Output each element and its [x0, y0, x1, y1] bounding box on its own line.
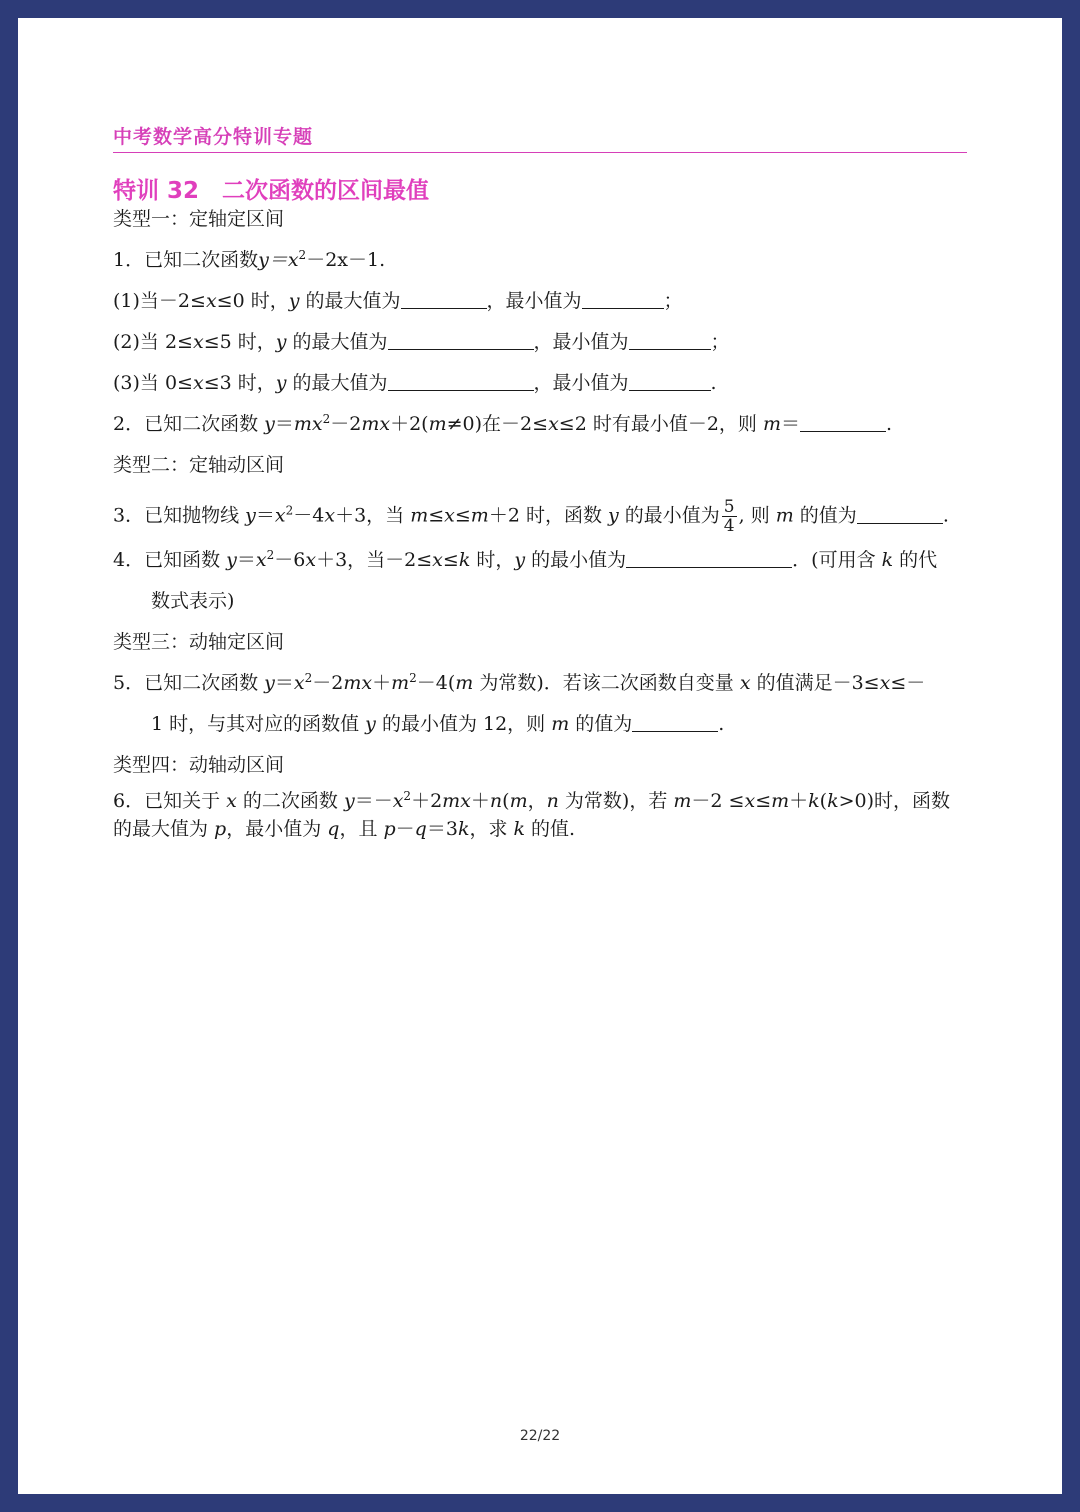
page-number: 22/22 [519, 1428, 561, 1444]
question-1-part-2: (2)当 2≤x≤5 时，y 的最大值为 ，最小值为 ； [113, 331, 730, 353]
answer-blank [401, 288, 487, 309]
question-1: 1．已知二次函数$y=x^2-2x-1$. [113, 248, 386, 271]
section-heading-1: 类型一：定轴定区间 [113, 208, 285, 230]
header-rule [113, 152, 967, 153]
document-page [18, 18, 1062, 1494]
answer-blank [582, 288, 664, 309]
section-heading-2: 类型二：定轴动区间 [113, 454, 285, 476]
answer-blank [632, 711, 718, 732]
answer-blank [388, 370, 534, 391]
section-heading-3: 类型三：动轴定区间 [113, 631, 285, 653]
question-4-continued: 数式表示) [151, 590, 235, 612]
question-2: 2．已知二次函数 $y=mx^2-2mx+2(m\ne 0)$在－2≤x≤2 时有最小值－2，则 m＝ . [113, 412, 893, 435]
answer-blank [800, 411, 886, 432]
answer-blank [857, 503, 943, 524]
section-heading-4: 类型四：动轴动区间 [113, 754, 285, 776]
question-6-continued: 的最大值为 p，最小值为 q，且 p－q＝3k，求 k 的值. [113, 818, 576, 840]
question-5: 5．已知二次函数 $y=x^2-2mx+m^2-4(m$ 为常数)．若该二次函数自变量 x 的值满足－3≤x≤－ [113, 671, 926, 694]
fraction: $\frac{5}{4}$ [723, 497, 735, 536]
page-title: 特训 32 二次函数的区间最值 [113, 178, 430, 204]
question-6: 6．已知关于 x 的二次函数 $y=-x^2+2mx+n(m$，n 为常数)，若 m－2 ≤x≤m＋k(k>0)时，函数 [113, 789, 951, 812]
question-4: 4．已知函数 $y=x^2-6x+3$，当－2≤x≤k 时，y 的最小值为 ．(可用含 k 的代 [113, 548, 938, 571]
question-5-continued: 1 时，与其对应的函数值 y 的最小值为 12，则 m 的值为 . [151, 713, 725, 735]
answer-blank [388, 329, 534, 350]
answer-blank [626, 547, 792, 568]
question-1-part-1: (1)当－2≤x≤0 时，y 的最大值为 ，最小值为 ； [113, 290, 683, 312]
header-title: 中考数学高分特训专题 [113, 126, 314, 148]
answer-blank [629, 370, 711, 391]
answer-blank [629, 329, 711, 350]
question-3: 3．已知抛物线 $y=x^2-4x+3$，当 m≤x≤m＋2 时，函数 y 的最小值为 $\frac{5}{4}$ , 则 m 的值为 . [113, 497, 949, 536]
question-1-part-3: (3)当 0≤x≤3 时，y 的最大值为 ，最小值为 . [113, 372, 717, 394]
